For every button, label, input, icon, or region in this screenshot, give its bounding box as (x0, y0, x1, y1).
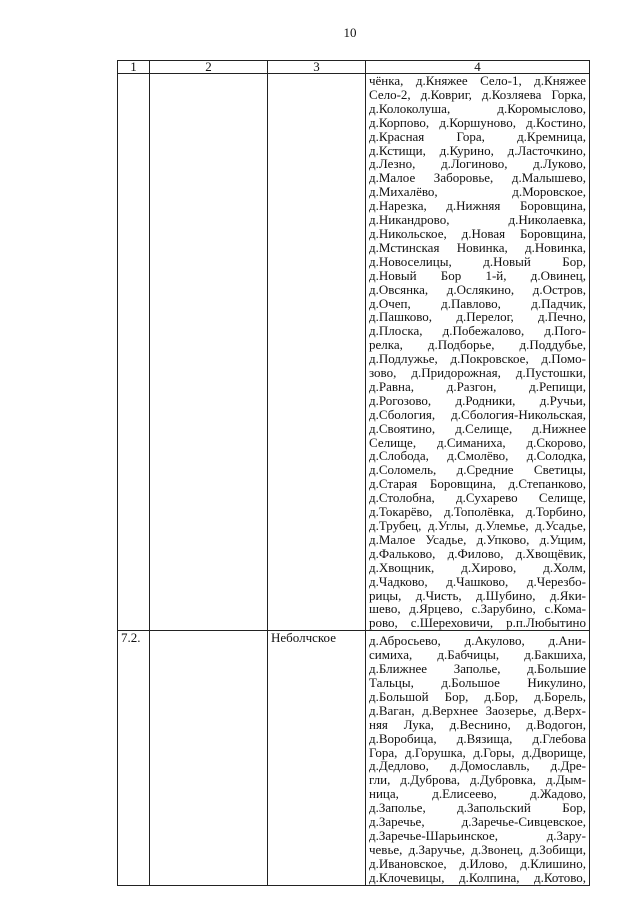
list-line: д.Малое Заборовье, д.Малышево, (369, 170, 586, 186)
list-line: чевье, д.Заручье, д.Звонец, д.Зобищи, (369, 841, 586, 857)
list-line: д.Сбология, д.Сбология-Никольская, (369, 406, 586, 422)
row-number (118, 74, 150, 631)
column-header-3: 3 (268, 61, 366, 74)
list-line: д.Старая Боровщина, д.Степанково, (369, 476, 586, 492)
list-line: д.Никольское, д.Новая Боровщина, (369, 225, 586, 241)
page-number: 10 (343, 25, 357, 40)
list-line: д.Абросьево, д.Акулово, д.Ани- (369, 633, 586, 649)
list-line: д.Столобна, д.Сухарево Селище, (369, 490, 586, 506)
row-number: 7.2. (118, 631, 150, 885)
list-line: д.Пашково, д.Перелог, д.Печно, (369, 309, 586, 325)
list-line: Село-2, д.Ковриг, д.Козляева Горка, (369, 86, 586, 102)
list-line: д.Очеп, д.Павлово, д.Падчик, (369, 295, 586, 311)
list-line: д.Чадково, д.Чашково, д.Черезбо- (369, 573, 586, 589)
list-line: д.Трубец, д.Углы, д.Улемье, д.Усадье, (369, 518, 586, 533)
list-line: Тальцы, д.Большое Никулино, (369, 674, 586, 690)
row-col2 (150, 631, 268, 885)
settlement-list (366, 74, 590, 631)
list-line: рицы, д.Чисть, д.Шубино, д.Яки- (369, 587, 586, 603)
list-line: д.Большой Бор, д.Бор, д.Борель, (369, 688, 586, 704)
settlement-name (268, 74, 366, 631)
list-line: д.Клочевицы, д.Колпина, д.Котово, (369, 869, 586, 885)
list-line: д.Ближнее Заполье, д.Большие (369, 661, 586, 677)
list-line: д.Лезно, д.Логиново, д.Луково, (369, 156, 586, 172)
table-row (118, 631, 590, 885)
list-line: д.Дедлово, д.Домославль, д.Дре- (369, 758, 586, 774)
list-line: д.Фальково, д.Филово, д.Хвощёвик, (369, 545, 586, 561)
list-line: д.Равна, д.Разгон, д.Репищи, (369, 378, 586, 394)
list-line: д.Красная Гора, д.Кремница, (369, 128, 586, 144)
list-line: ница, д.Елисеево, д.Жадово, (369, 786, 586, 802)
list-line: д.Воробица, д.Вязища, д.Глебова (369, 730, 586, 746)
list-line: Селище, д.Симаниха, д.Скорово, (369, 434, 586, 450)
list-line: д.Малое Усадье, д.Упково, д.Ущим, (369, 531, 586, 547)
list-line: д.Своятино, д.Селище, д.Нижнее (369, 420, 586, 436)
list-line: зово, д.Придорожная, д.Пустошки, (369, 365, 586, 381)
list-line: Гора, д.Горушка, д.Горы, д.Дворище, (369, 744, 586, 760)
list-line: д.Заполье, д.Запольский Бор, (369, 800, 586, 816)
list-line: д.Слобода, д.Смолёво, д.Солодка, (369, 448, 586, 464)
list-line: няя Лука, д.Веснино, д.Водогон, (369, 716, 586, 732)
list-line: чёнка, д.Княжее Село-1, д.Княжее (369, 73, 586, 88)
list-line: д.Колоколуша, д.Коромыслово, (369, 100, 586, 116)
column-header-1: 1 (118, 61, 150, 74)
list-line: д.Новоселицы, д.Новый Бор, (369, 253, 586, 269)
list-line: д.Михалёво, д.Моровское, (369, 184, 586, 200)
column-header-4: 4 (366, 61, 590, 74)
list-line: д.Овсянка, д.Ослякино, д.Остров, (369, 281, 586, 297)
list-line: д.Хвощник, д.Хирово, д.Холм, (369, 559, 586, 575)
list-line: д.Соломель, д.Средние Светицы, (369, 462, 586, 478)
list-line: д.Ивановское, д.Илово, д.Клишино, (369, 855, 586, 871)
list-line: д.Никандрово, д.Николаевка, (369, 212, 586, 228)
list-line: рово, с.Шереховичи, р.п.Любытино (369, 615, 586, 631)
table-row (118, 74, 590, 631)
table-header-row (118, 61, 590, 74)
list-line: д.Мстинская Новинка, д.Новинка, (369, 239, 586, 255)
list-line: д.Токарёво, д.Тополёвка, д.Торбино, (369, 504, 586, 520)
list-line: д.Кстищи, д.Курино, д.Ласточкино, (369, 142, 586, 158)
list-line: д.Плоска, д.Побежалово, д.Пого- (369, 323, 586, 339)
column-header-2: 2 (150, 61, 268, 74)
settlement-list (366, 631, 590, 885)
settlements-table (117, 60, 590, 886)
list-line: д.Нарезка, д.Нижняя Боровщина, (369, 198, 586, 214)
list-line: д.Корпово, д.Коршуново, д.Костино, (369, 114, 586, 130)
settlement-name: Неболчское (268, 631, 366, 885)
list-line: д.Ваган, д.Верхнее Заозерье, д.Верх- (369, 702, 586, 718)
list-line: д.Заречье-Шарьинское, д.Зару- (369, 827, 586, 843)
list-line: шево, д.Ярцево, с.Зарубино, с.Кома- (369, 601, 586, 617)
list-line: симиха, д.Бабчицы, д.Бакшиха, (369, 647, 586, 663)
list-line: д.Новый Бор 1-й, д.Овинец, (369, 267, 586, 283)
list-line: д.Подлужье, д.Покровское, д.Помо- (369, 351, 586, 367)
list-line: гли, д.Дуброва, д.Дубровка, д.Дым- (369, 772, 586, 788)
row-col2 (150, 74, 268, 631)
list-line: д.Заречье, д.Заречье-Сивцевское, (369, 814, 586, 830)
list-line: д.Рогозово, д.Родники, д.Ручьи, (369, 392, 586, 408)
list-line: релка, д.Подборье, д.Поддубье, (369, 337, 586, 353)
